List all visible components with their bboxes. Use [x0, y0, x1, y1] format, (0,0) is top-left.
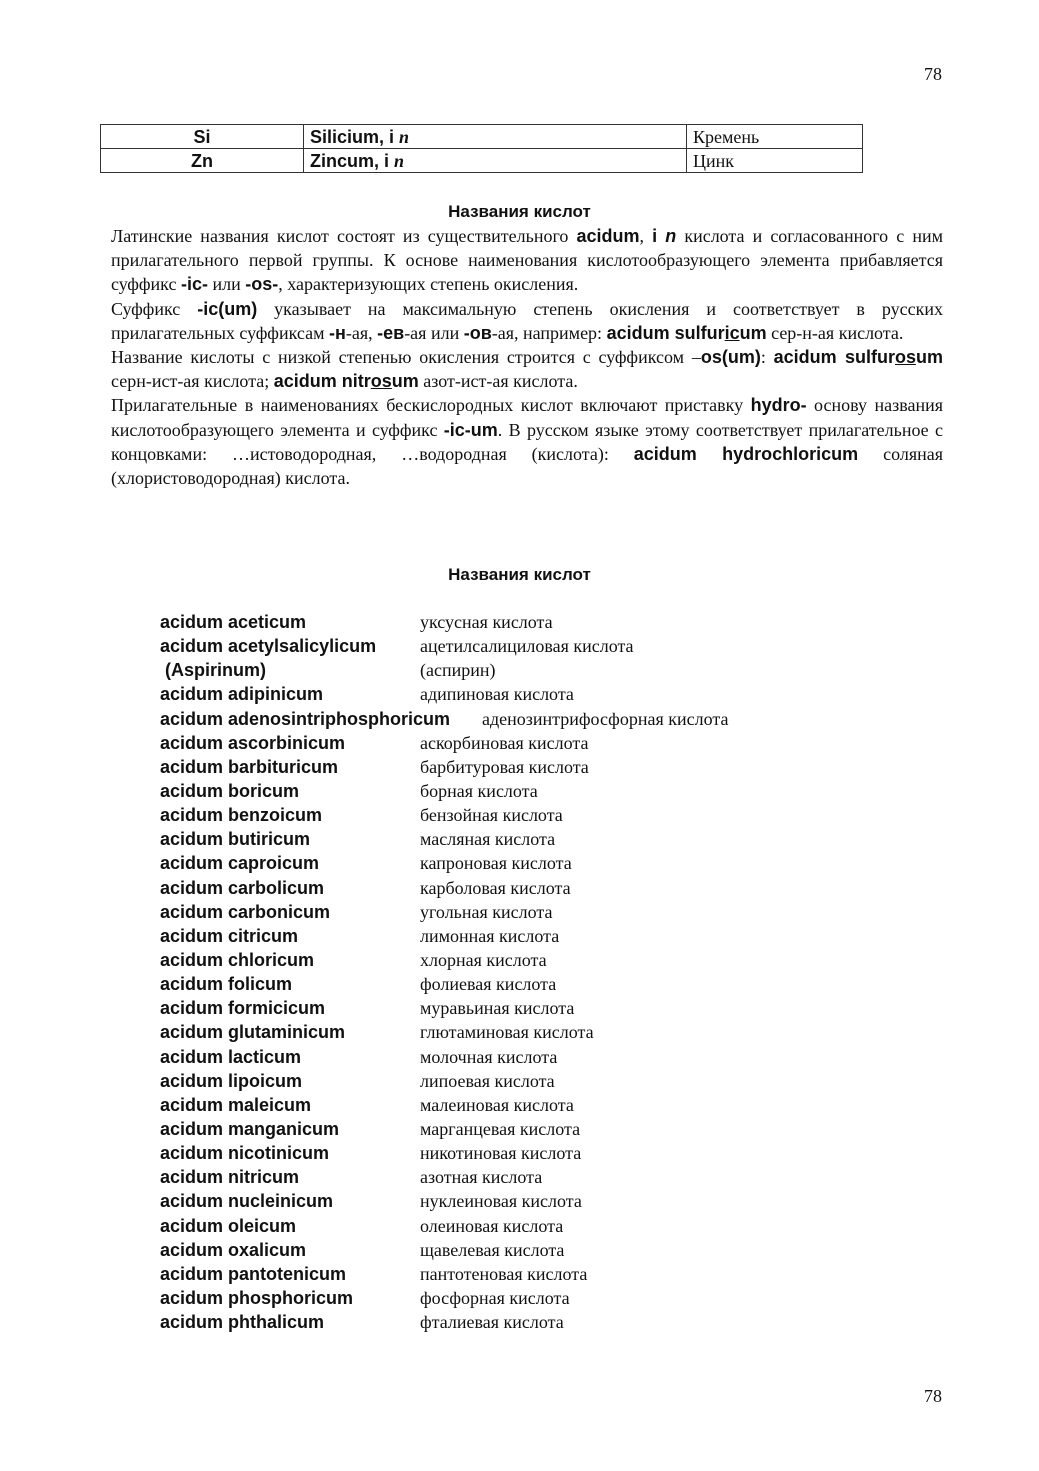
acid-latin-name: acidum aceticum	[160, 612, 307, 632]
acid-russian-name: ацетилсалициловая кислота	[420, 636, 634, 657]
acid-russian-name: олеиновая кислота	[420, 1215, 564, 1236]
acid-russian-name: аденозинтрифосфорная кислота	[482, 708, 729, 729]
list-item	[160, 1020, 920, 1044]
element-latin-cell	[304, 149, 687, 173]
acid-russian-name: лимонная кислота	[420, 925, 560, 946]
list-item	[160, 1141, 920, 1165]
acid-latin-name: acidum formicicum	[160, 998, 326, 1019]
list-item	[160, 682, 920, 706]
acid-list	[160, 610, 920, 1334]
list-item	[160, 972, 920, 996]
list-item	[160, 1189, 920, 1213]
element-symbol: Si	[101, 125, 304, 149]
list-item	[160, 1045, 920, 1069]
acid-latin-name: acidum glutaminicum	[160, 1022, 346, 1043]
list-item	[160, 610, 920, 634]
acid-latin-name: acidum carbolicum	[160, 877, 325, 898]
acid-russian-name: бензойная кислота	[420, 805, 563, 826]
acid-latin-name: acidum carbonicum	[160, 901, 331, 922]
list-item	[160, 1214, 920, 1238]
list-item	[160, 1093, 920, 1117]
acid-latin-name: acidum lacticum	[160, 1046, 302, 1067]
acid-latin-name: acidum nitricum	[160, 1167, 300, 1188]
acid-russian-name: (аспирин)	[420, 660, 496, 681]
acid-latin-name: acidum folicum	[160, 974, 293, 995]
acid-russian-name: борная кислота	[420, 780, 538, 801]
acid-russian-name: уксусная кислота	[420, 612, 553, 632]
acid-latin-name: acidum adenosintriphosphoricum	[160, 708, 451, 729]
table-row	[101, 125, 863, 149]
list-item	[160, 755, 920, 779]
acid-russian-name: марганцевая кислота	[420, 1118, 581, 1139]
paragraph-4: Прилагательные в наименованиях бескислородных кислот включают приставку hydro- основу названия кислотообразующего элемента и суффикс -ic-um. В русском языке этому соответствует прилагательное с концовками: …истоводородная, …водородная (кислота): acidum hydrochloricum соляная (хлористоводородная) кислота.	[111, 395, 944, 489]
acid-latin-name: acidum lipoicum	[160, 1070, 303, 1091]
list-item	[160, 1165, 920, 1189]
acid-russian-name: фосфорная кислота	[420, 1287, 570, 1308]
acid-latin-name: acidum adipinicum	[160, 684, 324, 705]
list-item	[160, 1310, 920, 1334]
list-item	[160, 658, 920, 682]
element-symbol: Zn	[101, 149, 304, 173]
acid-latin-name: acidum manganicum	[160, 1118, 340, 1139]
acid-latin-name: acidum nucleinicum	[160, 1191, 334, 1212]
acid-list-heading: Названия кислот	[448, 565, 591, 584]
list-item	[160, 634, 920, 658]
list-item	[160, 779, 920, 803]
list-item	[160, 924, 920, 948]
section-heading: Названия кислот	[448, 202, 591, 221]
list-item	[160, 707, 920, 731]
acid-latin-name: acidum acetylsalicylicum	[160, 636, 377, 657]
acid-russian-name: нуклеиновая кислота	[420, 1191, 582, 1212]
list-item	[160, 731, 920, 755]
acid-latin-name: (Aspirinum)	[165, 660, 266, 681]
list-item	[160, 1069, 920, 1093]
paragraph-2: Суффикс -ic(um) указывает на максимальную степень окисления и соответствует в русских прилагательных суффиксам -н-ая, -ев-ая или -ов-ая, например: acidum sulfuricum сер-н-ая кислота.	[111, 298, 943, 343]
list-item	[160, 1262, 920, 1286]
list-item	[160, 1238, 920, 1262]
acid-russian-name: фолиевая кислота	[420, 974, 557, 995]
list-item	[160, 876, 920, 900]
acid-russian-name: пантотеновая кислота	[420, 1263, 588, 1284]
acid-russian-name: малеиновая кислота	[420, 1094, 574, 1115]
acid-russian-name: азотная кислота	[420, 1167, 543, 1188]
acid-russian-name: щавелевая кислота	[420, 1239, 565, 1260]
list-item	[160, 1117, 920, 1141]
list-item	[160, 803, 920, 827]
acid-russian-name: угольная кислота	[420, 901, 553, 922]
acid-latin-name: acidum chloricum	[160, 949, 315, 970]
list-item	[160, 827, 920, 851]
table-row	[101, 149, 863, 173]
element-gender: n	[394, 150, 405, 171]
list-item	[160, 996, 920, 1020]
intro-text	[111, 224, 943, 490]
acid-russian-name: глютаминовая кислота	[420, 1022, 594, 1043]
elements-table	[100, 124, 863, 173]
paragraph-3: Название кислоты с низкой степенью окисления строится с суффиксом –os(um): acidum sulfurosum серн-ист-ая кислота; acidum nitrosum азот-ист-ая кислота.	[111, 347, 943, 392]
acid-russian-name: капроновая кислота	[420, 853, 572, 874]
acid-latin-name: acidum citricum	[160, 925, 299, 946]
page-number-bottom: 78	[924, 1386, 942, 1406]
element-russian: Кремень	[687, 125, 863, 149]
acid-latin-name: acidum butiricum	[160, 829, 311, 850]
acid-russian-name: липоевая кислота	[420, 1070, 555, 1091]
page-number-top: 78	[924, 64, 942, 84]
acid-latin-name: acidum barbituricum	[160, 756, 339, 777]
acid-latin-name: acidum benzoicum	[160, 805, 323, 826]
acid-russian-name: никотиновая кислота	[420, 1143, 582, 1164]
acid-latin-name: acidum phosphoricum	[160, 1287, 354, 1308]
acid-latin-name: acidum maleicum	[160, 1094, 312, 1115]
element-latin: Silicium, i	[310, 126, 395, 147]
acid-russian-name: адипиновая кислота	[420, 684, 574, 705]
acid-russian-name: хлорная кислота	[420, 949, 547, 970]
acid-russian-name: фталиевая кислота	[420, 1312, 564, 1333]
list-item	[160, 1286, 920, 1310]
acid-latin-name: acidum caproicum	[160, 853, 320, 874]
list-item	[160, 948, 920, 972]
acid-latin-name: acidum boricum	[160, 780, 300, 801]
acid-russian-name: карболовая кислота	[420, 877, 571, 898]
acid-russian-name: молочная кислота	[420, 1046, 558, 1067]
acid-latin-name: acidum phthalicum	[160, 1312, 325, 1333]
element-gender: n	[399, 126, 410, 147]
element-latin: Zincum, i	[310, 150, 390, 171]
acid-russian-name: масляная кислота	[420, 829, 556, 850]
acid-russian-name: барбитуровая кислота	[420, 756, 589, 777]
acid-latin-name: acidum pantotenicum	[160, 1263, 347, 1284]
paragraph-1: Латинские названия кислот состоят из существительного acidum, i n кислота и согласованного с ним прилагательного первой группы. К основе наименования кислотообразующего элемента прибавляется суффикс -ic- или -os-, характеризующих степень окисления.	[111, 226, 944, 295]
acid-latin-name: acidum oxalicum	[160, 1239, 307, 1260]
element-latin-cell	[304, 125, 687, 149]
acid-russian-name: муравьиная кислота	[420, 998, 575, 1019]
acid-latin-name: acidum oleicum	[160, 1215, 297, 1236]
acid-latin-name: acidum ascorbinicum	[160, 732, 346, 753]
element-russian: Цинк	[687, 149, 863, 173]
acid-russian-name: аскорбиновая кислота	[420, 732, 589, 753]
list-item	[160, 851, 920, 875]
acid-latin-name: acidum nicotinicum	[160, 1143, 330, 1164]
list-item	[160, 900, 920, 924]
